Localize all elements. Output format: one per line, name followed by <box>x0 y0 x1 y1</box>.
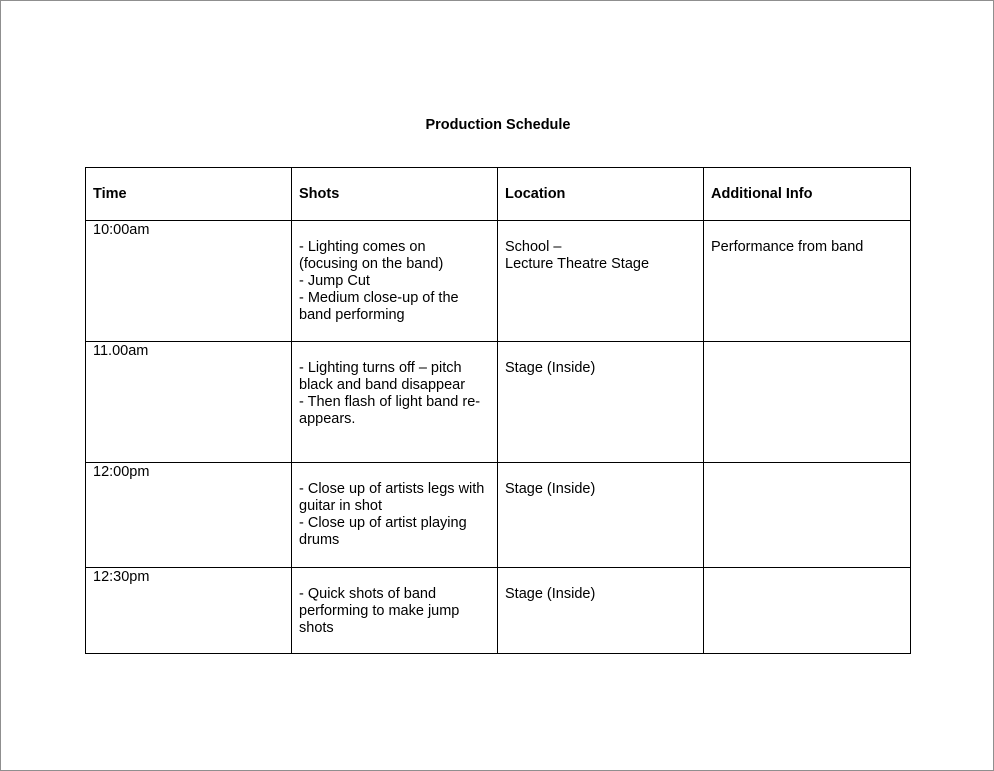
location-value: Stage (Inside) <box>505 360 596 376</box>
shots-cell <box>292 342 498 463</box>
table-row <box>86 221 911 342</box>
time-cell <box>86 221 292 342</box>
location-cell <box>498 221 704 342</box>
location-cell <box>498 463 704 568</box>
table-row <box>86 568 911 654</box>
location-cell <box>498 342 704 463</box>
document-title: Production Schedule <box>425 117 571 133</box>
shots-cell <box>292 463 498 568</box>
time-cell <box>86 568 292 654</box>
shots-value: - Close up of artists legs with guitar in shot - Close up of artist playing drums <box>299 481 485 548</box>
shots-value: - Lighting comes on (focusing on the band) - Jump Cut - Medium close-up of the band performing <box>299 239 459 323</box>
shots-value: - Lighting turns off – pitch black and band disappear - Then flash of light band re- appears. <box>299 360 481 427</box>
info-value <box>711 568 904 586</box>
table-row <box>86 463 911 568</box>
time-value: 11.00am <box>93 343 149 359</box>
info-value <box>711 342 904 360</box>
table-header-row <box>86 168 911 221</box>
time-value: 12:30pm <box>93 569 150 585</box>
location-value: School – Lecture Theatre Stage <box>505 239 650 272</box>
location-value: Stage (Inside) <box>505 586 596 602</box>
schedule-table <box>85 167 911 654</box>
header-time: Time <box>86 168 292 221</box>
info-cell <box>704 568 911 654</box>
time-cell <box>86 463 292 568</box>
info-value: Performance from band <box>711 239 864 255</box>
info-value <box>711 463 904 481</box>
info-cell <box>704 221 911 342</box>
time-value: 10:00am <box>93 222 150 238</box>
location-cell <box>498 568 704 654</box>
time-cell <box>86 342 292 463</box>
header-shots: Shots <box>292 168 498 221</box>
info-cell <box>704 342 911 463</box>
table-row <box>86 342 911 463</box>
time-value: 12:00pm <box>93 464 150 480</box>
shots-cell <box>292 221 498 342</box>
shots-value: - Quick shots of band performing to make jump shots <box>299 586 460 636</box>
info-cell <box>704 463 911 568</box>
location-value: Stage (Inside) <box>505 481 596 497</box>
header-location: Location <box>498 168 704 221</box>
shots-cell <box>292 568 498 654</box>
header-additional-info: Additional Info <box>704 168 911 221</box>
